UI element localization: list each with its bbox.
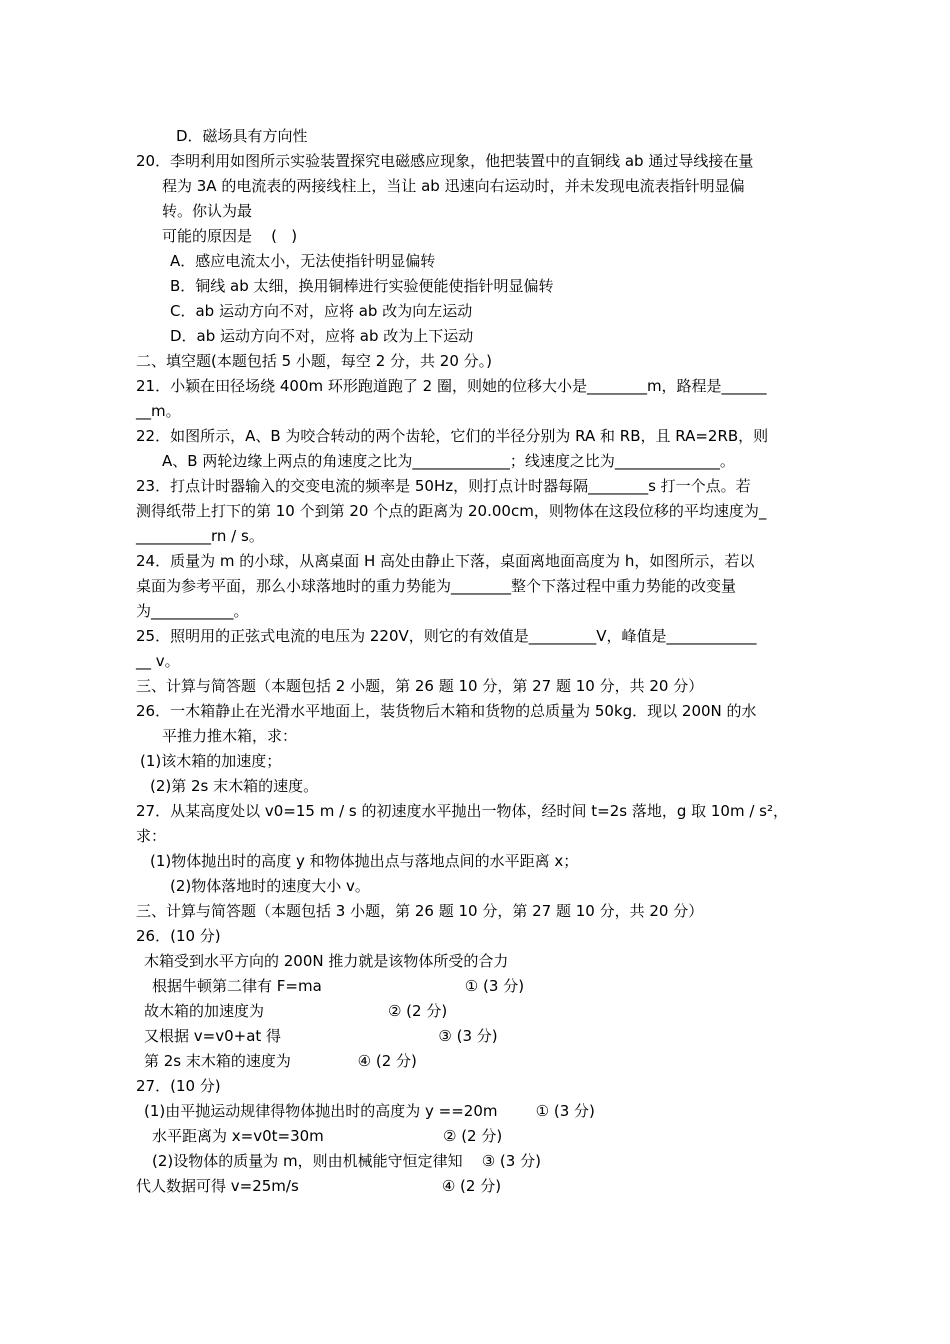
text-line: (2)第 2s 末木箱的速度。 [150,777,319,795]
text-line: (2)设物体的质量为 m，则由机械能守恒定律知 ③ (3 分) [152,1152,541,1170]
text-line: (1)该木箱的加速度； [140,752,282,770]
text-line: (2)物体落地时的速度大小 v。 [170,877,370,895]
text-line: 代人数据可得 v=25m/s ④ (2 分) [136,1177,502,1195]
text-line: 求： [136,827,167,845]
text-line: (1)物体抛出时的高度 y 和物体抛出点与落地点间的水平距离 x； [150,852,579,870]
text-line: 24．质量为 m 的小球，从离桌面 H 高处由静止下落，桌面离地面高度为 h，如图所示，若以 [136,552,755,570]
text-line: 水平距离为 x=v0t=30m ② (2 分) [152,1127,503,1145]
text-line: 25．照明用的正弦式电流的电压为 220V，则它的有效值是_________V，峰值是____________ [136,627,757,645]
text-line: 又根据 v=v0+at 得 ③ (3 分) [144,1027,498,1045]
section-heading: 三、计算与简答题（本题包括 2 小题，第 26 题 10 分，第 27 题 10 分，共 20 分） [136,677,704,695]
text-line: 23．打点计时器输入的交变电流的频率是 50Hz，则打点计时器每隔________s 打一个点。若 [136,477,751,495]
text-line: 可能的原因是 ( ) [162,227,298,245]
text-line: A、B 两轮边缘上两点的角速度之比为_____________；线速度之比为______________。 [162,452,735,470]
text-line: 26．(10 分) [136,927,221,945]
text-line: 木箱受到水平方向的 200N 推力就是该物体所受的合力 [144,952,509,970]
text-line: 27．从某高度处以 v0=15 m / s 的初速度水平抛出一物体，经时间 t=2s 落地，g 取 10m / s²， [136,802,789,820]
text-line: 27．(10 分) [136,1077,221,1095]
text-line: C．ab 运动方向不对，应将 ab 改为向左运动 [170,302,473,320]
text-line: 故木箱的加速度为 ② (2 分) [144,1002,448,1020]
text-line: 程为 3A 的电流表的两接线柱上，当让 ab 迅速向右运动时，并未发现电流表指针明显偏 [162,177,745,195]
text-line: (1)由平抛运动规律得物体抛出时的高度为 y ==20m ① (3 分) [144,1102,595,1120]
text-line: A．感应电流太小，无法使指针明显偏转 [170,252,436,270]
text-line: 20．李明利用如图所示实验装置探究电磁感应现象，他把装置中的直铜线 ab 通过导线接在量 [136,152,754,170]
text-line: 根据牛顿第二律有 F=ma ① (3 分) [152,977,525,995]
text-line: 桌面为参考平面，那么小球落地时的重力势能为________整个下落过程中重力势能的改变量 [136,577,737,595]
text-line: 平推力推木箱，求： [162,727,298,745]
section-heading: 二、填空题(本题包括 5 小题，每空 2 分，共 20 分。) [136,352,492,370]
text-line: 21．小颖在田径场绕 400m 环形跑道跑了 2 圈，则她的位移大小是________m，路程是______ [136,377,767,395]
text-line: B．铜线 ab 太细，换用铜棒进行实验便能使指针明显偏转 [170,277,554,295]
section-heading: 三、计算与简答题（本题包括 3 小题，第 26 题 10 分，第 27 题 10 分，共 20 分） [136,902,704,920]
text-line: 第 2s 末木箱的速度为 ④ (2 分) [144,1052,417,1070]
text-line: 转。你认为最 [162,202,253,220]
text-line: D．磁场具有方向性 [176,127,308,145]
text-line: __ v。 [136,652,180,670]
text-line: 22．如图所示，A、B 为咬合转动的两个齿轮，它们的半径分别为 RA 和 RB，且 RA=2RB，则 [136,427,769,445]
text-line: __________rn / s。 [136,527,264,545]
text-line: 为___________。 [136,602,249,620]
text-line: D．ab 运动方向不对，应将 ab 改为上下运动 [170,327,474,345]
text-line: 26．一木箱静止在光滑水平地面上，装货物后木箱和货物的总质量为 50kg．现以 200N 的水 [136,702,757,720]
text-line: __m。 [136,402,181,420]
text-line: 测得纸带上打下的第 10 个到第 20 个点的距离为 20.00cm，则物体在这段位移的平均速度为_ [136,502,767,520]
